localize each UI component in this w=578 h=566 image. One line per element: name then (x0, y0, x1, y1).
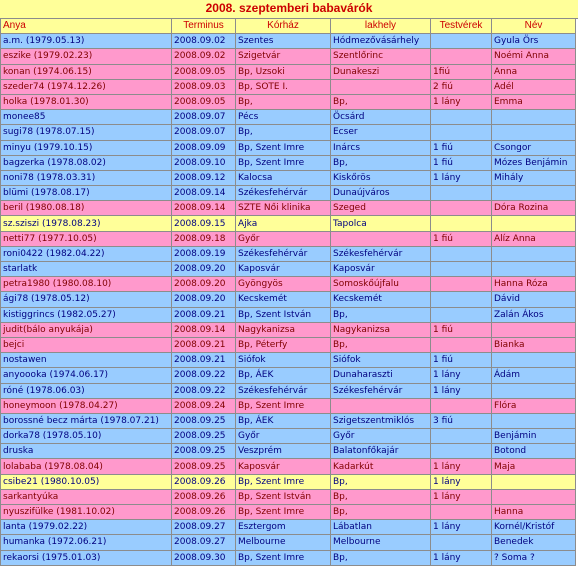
cell-anya: blümi (1978.08.17) (1, 186, 172, 201)
cell-lakhely: Bp, (331, 307, 431, 322)
cell-lakhely: Siófok (331, 353, 431, 368)
cell-nev (492, 125, 576, 140)
cell-anya: bejci (1, 337, 172, 352)
cell-testverek: 1 fiú (431, 322, 492, 337)
cell-korhaz: Bp, Szent István (236, 307, 331, 322)
cell-anya: szeder74 (1974.12.26) (1, 79, 172, 94)
cell-lakhely: Bp, (331, 337, 431, 352)
cell-korhaz: Bp, Szent István (236, 489, 331, 504)
cell-testverek (431, 307, 492, 322)
cell-korhaz: Bp, SOTE I. (236, 79, 331, 94)
cell-anya: monee85 (1, 110, 172, 125)
cell-nev (492, 186, 576, 201)
cell-anya: ági78 (1978.05.12) (1, 292, 172, 307)
cell-lakhely: Kecskemét (331, 292, 431, 307)
cell-testverek (431, 277, 492, 292)
cell-nev: Zalán Ákos (492, 307, 576, 322)
table-row (1, 337, 576, 352)
cell-korhaz: Bp, (236, 125, 331, 140)
cell-nev (492, 383, 576, 398)
cell-anya: kistiggrincs (1982.05.27) (1, 307, 172, 322)
cell-terminus: 2008.09.02 (172, 34, 236, 49)
table-row (1, 246, 576, 261)
cell-lakhely: Bp, (331, 550, 431, 565)
cell-terminus: 2008.09.19 (172, 246, 236, 261)
cell-nev: Adél (492, 79, 576, 94)
cell-korhaz: Bp, Szent Imre (236, 474, 331, 489)
cell-terminus: 2008.09.14 (172, 322, 236, 337)
cell-anya: nostawen (1, 353, 172, 368)
cell-terminus: 2008.09.25 (172, 444, 236, 459)
cell-nev: Benjámin (492, 429, 576, 444)
table-row (1, 79, 576, 94)
cell-korhaz: Bp, Szent Imre (236, 505, 331, 520)
cell-testverek: 1 lány (431, 474, 492, 489)
cell-testverek (431, 292, 492, 307)
cell-nev: Gyula Örs (492, 34, 576, 49)
cell-korhaz: Kaposvár (236, 459, 331, 474)
cell-korhaz: Szentes (236, 34, 331, 49)
table-row (1, 34, 576, 49)
cell-korhaz: Esztergom (236, 520, 331, 535)
cell-testverek (431, 337, 492, 352)
cell-anya: dorka78 (1978.05.10) (1, 429, 172, 444)
cell-testverek: 1 fiú (431, 353, 492, 368)
cell-testverek: 1 lány (431, 170, 492, 185)
cell-lakhely: Öcsárd (331, 110, 431, 125)
cell-korhaz: Bp, ÁEK (236, 413, 331, 428)
table-row (1, 520, 576, 535)
table-row (1, 505, 576, 520)
cell-terminus: 2008.09.15 (172, 216, 236, 231)
cell-anya: lanta (1979.02.22) (1, 520, 172, 535)
cell-nev (492, 353, 576, 368)
table-row (1, 110, 576, 125)
cell-nev (492, 322, 576, 337)
cell-nev: Hanna Róza (492, 277, 576, 292)
cell-terminus: 2008.09.24 (172, 398, 236, 413)
table-row (1, 140, 576, 155)
cell-nev: ? Soma ? (492, 550, 576, 565)
page-title: 2008. szeptemberi babavárók (205, 1, 373, 15)
cell-testverek (431, 110, 492, 125)
cell-nev (492, 474, 576, 489)
cell-testverek (431, 398, 492, 413)
cell-testverek: 1 lány (431, 368, 492, 383)
cell-nev: Kornél/Kristóf (492, 520, 576, 535)
header-nev: Név (492, 19, 576, 34)
cell-nev (492, 413, 576, 428)
cell-korhaz: Bp, Szent Imre (236, 550, 331, 565)
cell-terminus: 2008.09.21 (172, 337, 236, 352)
cell-anya: bagzerka (1978.08.02) (1, 155, 172, 170)
cell-terminus: 2008.09.03 (172, 79, 236, 94)
cell-anya: rekaorsi (1975.01.03) (1, 550, 172, 565)
cell-anya: róné (1978.06.03) (1, 383, 172, 398)
cell-terminus: 2008.09.18 (172, 231, 236, 246)
cell-anya: eszike (1979.02.23) (1, 49, 172, 64)
table-row (1, 550, 576, 565)
cell-nev: Alíz Anna (492, 231, 576, 246)
table-row (1, 94, 576, 109)
cell-lakhely: Melbourne (331, 535, 431, 550)
cell-nev: Ádám (492, 368, 576, 383)
table-row (1, 201, 576, 216)
table-row (1, 383, 576, 398)
title-bar (0, 0, 578, 19)
cell-terminus: 2008.09.05 (172, 64, 236, 79)
cell-korhaz: Nagykanizsa (236, 322, 331, 337)
cell-testverek: 2 fiú (431, 79, 492, 94)
cell-terminus: 2008.09.20 (172, 277, 236, 292)
cell-lakhely: Lábatlan (331, 520, 431, 535)
cell-terminus: 2008.09.22 (172, 383, 236, 398)
cell-terminus: 2008.09.25 (172, 429, 236, 444)
cell-anya: sugi78 (1978.07.15) (1, 125, 172, 140)
table-row (1, 186, 576, 201)
cell-terminus: 2008.09.14 (172, 201, 236, 216)
table-row (1, 292, 576, 307)
table-row (1, 429, 576, 444)
cell-terminus: 2008.09.02 (172, 49, 236, 64)
cell-anya: judit(bálo anyukája) (1, 322, 172, 337)
due-dates-table (0, 18, 576, 566)
cell-lakhely: Székesfehérvár (331, 383, 431, 398)
cell-anya: holka (1978.01.30) (1, 94, 172, 109)
table-row (1, 474, 576, 489)
cell-terminus: 2008.09.22 (172, 368, 236, 383)
cell-testverek (431, 246, 492, 261)
header-lakhely: lakhely (331, 19, 431, 34)
cell-testverek (431, 186, 492, 201)
cell-korhaz: Bp, Uzsoki (236, 64, 331, 79)
table-row (1, 64, 576, 79)
cell-anya: sarkantyúka (1, 489, 172, 504)
cell-korhaz: Gyöngyös (236, 277, 331, 292)
cell-lakhely: Kiskőrös (331, 170, 431, 185)
cell-terminus: 2008.09.25 (172, 459, 236, 474)
cell-nev: Botond (492, 444, 576, 459)
cell-terminus: 2008.09.09 (172, 140, 236, 155)
cell-nev: Bianka (492, 337, 576, 352)
table-row (1, 413, 576, 428)
cell-anya: nyuszifülke (1981.10.02) (1, 505, 172, 520)
header-anya: Anya (1, 19, 172, 34)
cell-anya: honeymoon (1978.04.27) (1, 398, 172, 413)
cell-terminus: 2008.09.07 (172, 125, 236, 140)
header-terminus: Terminus (172, 19, 236, 34)
header-korhaz: Kórház (236, 19, 331, 34)
cell-testverek: 1 lány (431, 489, 492, 504)
cell-korhaz: Bp, Péterfy (236, 337, 331, 352)
cell-lakhely: Kadarkút (331, 459, 431, 474)
table-row (1, 535, 576, 550)
cell-nev: Anna (492, 64, 576, 79)
cell-terminus: 2008.09.07 (172, 110, 236, 125)
cell-lakhely (331, 79, 431, 94)
cell-anya: noni78 (1978.03.31) (1, 170, 172, 185)
cell-terminus: 2008.09.30 (172, 550, 236, 565)
cell-anya: anyoooka (1974.06.17) (1, 368, 172, 383)
cell-korhaz: Kecskemét (236, 292, 331, 307)
cell-nev: Mózes Benjámin (492, 155, 576, 170)
cell-korhaz: Pécs (236, 110, 331, 125)
cell-lakhely: Ecser (331, 125, 431, 140)
cell-korhaz: Győr (236, 231, 331, 246)
table-row (1, 322, 576, 337)
cell-lakhely: Somoskőújfalu (331, 277, 431, 292)
cell-lakhely: Tapolca (331, 216, 431, 231)
cell-lakhely: Dunaújváros (331, 186, 431, 201)
cell-testverek: 1fiú (431, 64, 492, 79)
table-row (1, 170, 576, 185)
cell-nev: Csongor (492, 140, 576, 155)
cell-nev (492, 246, 576, 261)
cell-anya: sz.sziszi (1978.08.23) (1, 216, 172, 231)
cell-anya: druska (1, 444, 172, 459)
cell-terminus: 2008.09.20 (172, 262, 236, 277)
cell-anya: csibe21 (1980.10.05) (1, 474, 172, 489)
cell-lakhely: Balatonfőkajár (331, 444, 431, 459)
cell-lakhely: Inárcs (331, 140, 431, 155)
cell-lakhely: Kaposvár (331, 262, 431, 277)
cell-nev: Emma (492, 94, 576, 109)
cell-anya: a.m. (1979.05.13) (1, 34, 172, 49)
cell-anya: petra1980 (1980.08.10) (1, 277, 172, 292)
cell-testverek: 1 lány (431, 550, 492, 565)
table-row (1, 368, 576, 383)
cell-testverek (431, 262, 492, 277)
cell-korhaz: Székesfehérvár (236, 246, 331, 261)
table-row (1, 307, 576, 322)
header-testverek: Testvérek (431, 19, 492, 34)
cell-testverek (431, 444, 492, 459)
cell-terminus: 2008.09.27 (172, 535, 236, 550)
cell-terminus: 2008.09.26 (172, 474, 236, 489)
cell-lakhely: Dunaharaszti (331, 368, 431, 383)
cell-korhaz: Kalocsa (236, 170, 331, 185)
table-row (1, 489, 576, 504)
cell-lakhely: Bp, (331, 489, 431, 504)
table-row (1, 216, 576, 231)
table-row (1, 459, 576, 474)
cell-nev: Noémi Anna (492, 49, 576, 64)
cell-anya: borossné becz márta (1978.07.21) (1, 413, 172, 428)
table-row (1, 231, 576, 246)
cell-terminus: 2008.09.12 (172, 170, 236, 185)
cell-terminus: 2008.09.26 (172, 505, 236, 520)
cell-nev: Dóra Rozina (492, 201, 576, 216)
cell-nev (492, 110, 576, 125)
cell-terminus: 2008.09.10 (172, 155, 236, 170)
cell-anya: starlatk (1, 262, 172, 277)
cell-testverek: 1 lány (431, 459, 492, 474)
table-row (1, 398, 576, 413)
cell-terminus: 2008.09.26 (172, 489, 236, 504)
cell-nev: Maja (492, 459, 576, 474)
cell-korhaz: Székesfehérvár (236, 383, 331, 398)
cell-terminus: 2008.09.14 (172, 186, 236, 201)
table-row (1, 277, 576, 292)
cell-lakhely (331, 231, 431, 246)
cell-korhaz: Szigetvár (236, 49, 331, 64)
table-row (1, 49, 576, 64)
cell-testverek: 1 lány (431, 383, 492, 398)
table-row (1, 262, 576, 277)
cell-lakhely: Győr (331, 429, 431, 444)
cell-lakhely: Bp, (331, 94, 431, 109)
cell-lakhely: Nagykanizsa (331, 322, 431, 337)
cell-lakhely: Hódmezővásárhely (331, 34, 431, 49)
cell-terminus: 2008.09.21 (172, 353, 236, 368)
cell-testverek (431, 49, 492, 64)
table-row (1, 444, 576, 459)
cell-nev: Benedek (492, 535, 576, 550)
cell-nev: Dávid (492, 292, 576, 307)
cell-lakhely: Szeged (331, 201, 431, 216)
cell-nev: Hanna (492, 505, 576, 520)
cell-korhaz: Bp, Szent Imre (236, 398, 331, 413)
cell-testverek (431, 429, 492, 444)
cell-lakhely: Bp, (331, 505, 431, 520)
cell-korhaz: Melbourne (236, 535, 331, 550)
cell-lakhely: Székesfehérvár (331, 246, 431, 261)
cell-terminus: 2008.09.25 (172, 413, 236, 428)
cell-nev: Mihály (492, 170, 576, 185)
header-row (1, 19, 576, 34)
cell-lakhely: Bp, (331, 474, 431, 489)
cell-lakhely: Szigetszentmiklós (331, 413, 431, 428)
cell-testverek (431, 34, 492, 49)
table-row (1, 155, 576, 170)
cell-testverek (431, 216, 492, 231)
cell-testverek (431, 535, 492, 550)
cell-korhaz: Bp, Szent Imre (236, 155, 331, 170)
cell-anya: roni0422 (1982.04.22) (1, 246, 172, 261)
cell-terminus: 2008.09.05 (172, 94, 236, 109)
cell-korhaz: Veszprém (236, 444, 331, 459)
cell-testverek: 3 fiú (431, 413, 492, 428)
cell-korhaz: Siófok (236, 353, 331, 368)
cell-testverek: 1 lány (431, 94, 492, 109)
cell-korhaz: Bp, (236, 94, 331, 109)
cell-lakhely: Szentlőrinc (331, 49, 431, 64)
cell-nev (492, 216, 576, 231)
cell-testverek: 1 fiú (431, 231, 492, 246)
cell-terminus: 2008.09.21 (172, 307, 236, 322)
cell-nev: Flóra (492, 398, 576, 413)
cell-korhaz: Bp, ÁEK (236, 368, 331, 383)
cell-anya: lolababa (1978.08.04) (1, 459, 172, 474)
cell-lakhely: Dunakeszi (331, 64, 431, 79)
cell-korhaz: Székesfehérvár (236, 186, 331, 201)
cell-testverek: 1 lány (431, 520, 492, 535)
table-row (1, 125, 576, 140)
cell-lakhely (331, 398, 431, 413)
cell-anya: minyu (1979.10.15) (1, 140, 172, 155)
cell-nev (492, 262, 576, 277)
cell-lakhely: Bp, (331, 155, 431, 170)
cell-anya: humanka (1972.06.21) (1, 535, 172, 550)
cell-korhaz: SZTE Női klinika (236, 201, 331, 216)
cell-korhaz: Győr (236, 429, 331, 444)
cell-testverek (431, 125, 492, 140)
cell-korhaz: Ajka (236, 216, 331, 231)
cell-korhaz: Bp, Szent Imre (236, 140, 331, 155)
cell-nev (492, 489, 576, 504)
cell-testverek (431, 201, 492, 216)
cell-testverek: 1 fiú (431, 140, 492, 155)
cell-testverek (431, 505, 492, 520)
cell-testverek: 1 fiú (431, 155, 492, 170)
table-row (1, 353, 576, 368)
cell-anya: konan (1974.06.15) (1, 64, 172, 79)
cell-anya: beril (1980.08.18) (1, 201, 172, 216)
cell-korhaz: Kaposvár (236, 262, 331, 277)
cell-terminus: 2008.09.27 (172, 520, 236, 535)
cell-anya: netti77 (1977.10.05) (1, 231, 172, 246)
cell-terminus: 2008.09.20 (172, 292, 236, 307)
